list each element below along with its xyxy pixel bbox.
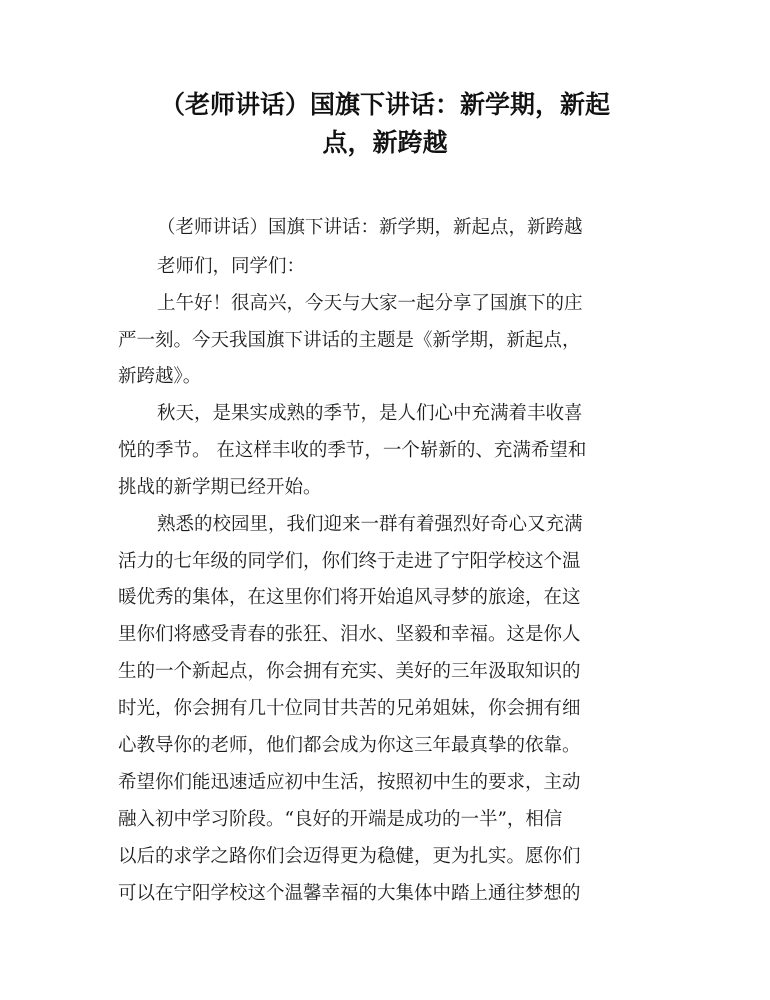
- paragraph-line: 上午好！很高兴，今天与大家一起分享了国旗下的庄: [157, 293, 583, 314]
- paragraph-line: 以后的求学之路你们会迈得更为稳健，更为扎实。愿你们: [118, 846, 581, 867]
- paragraph-line: 希望你们能迅速适应初中生活，按照初中生的要求，主动: [118, 772, 581, 793]
- subtitle-line: （老师讲话）国旗下讲话：新学期，新起点，新跨越: [157, 217, 583, 238]
- paragraph-line: 熟悉的校园里，我们迎来一群有着强烈好奇心又充满: [157, 514, 583, 535]
- title-line-2: 点，新跨越: [322, 128, 448, 157]
- title-line-1: （老师讲话）国旗下讲话：新学期，新起: [159, 90, 610, 119]
- paragraph-line: 挑战的新学期已经开始。: [118, 477, 322, 498]
- document-title: [100, 86, 670, 162]
- paragraph-line: 时光，你会拥有几十位同甘共苦的兄弟姐妹，你会拥有细: [118, 698, 581, 719]
- paragraph-line: 心教导你的老师，他们都会成为你这三年最真挚的依靠。: [118, 735, 581, 756]
- paragraph-line: 融入初中学习阶段。“良好的开端是成功的一半”，相信: [118, 809, 563, 830]
- paragraph-line: 严一刻。今天我国旗下讲话的主题是《新学期，新起点，: [118, 330, 581, 351]
- paragraph-line: 悦的季节。 在这样丰收的季节，一个崭新的、充满希望和: [118, 440, 587, 461]
- paragraph-line: 可以在宁阳学校这个温馨幸福的大集体中踏上通往梦想的: [118, 883, 581, 904]
- salutation-line: 老师们，同学们：: [157, 256, 306, 277]
- paragraph-line: 生的一个新起点，你会拥有充实、美好的三年汲取知识的: [118, 661, 581, 682]
- paragraph-line: 里你们将感受青春的张狂、泪水、坚毅和幸福。这是你人: [118, 624, 581, 645]
- paragraph-line: 暖优秀的集体，在这里你们将开始追风寻梦的旅途，在这: [118, 587, 581, 608]
- paragraph-line: 秋天，是果实成熟的季节，是人们心中充满着丰收喜: [157, 403, 583, 424]
- paragraph-line: 新跨越》。: [118, 366, 202, 387]
- paragraph-line: 活力的七年级的同学们，你们终于走进了宁阳学校这个温: [118, 551, 581, 572]
